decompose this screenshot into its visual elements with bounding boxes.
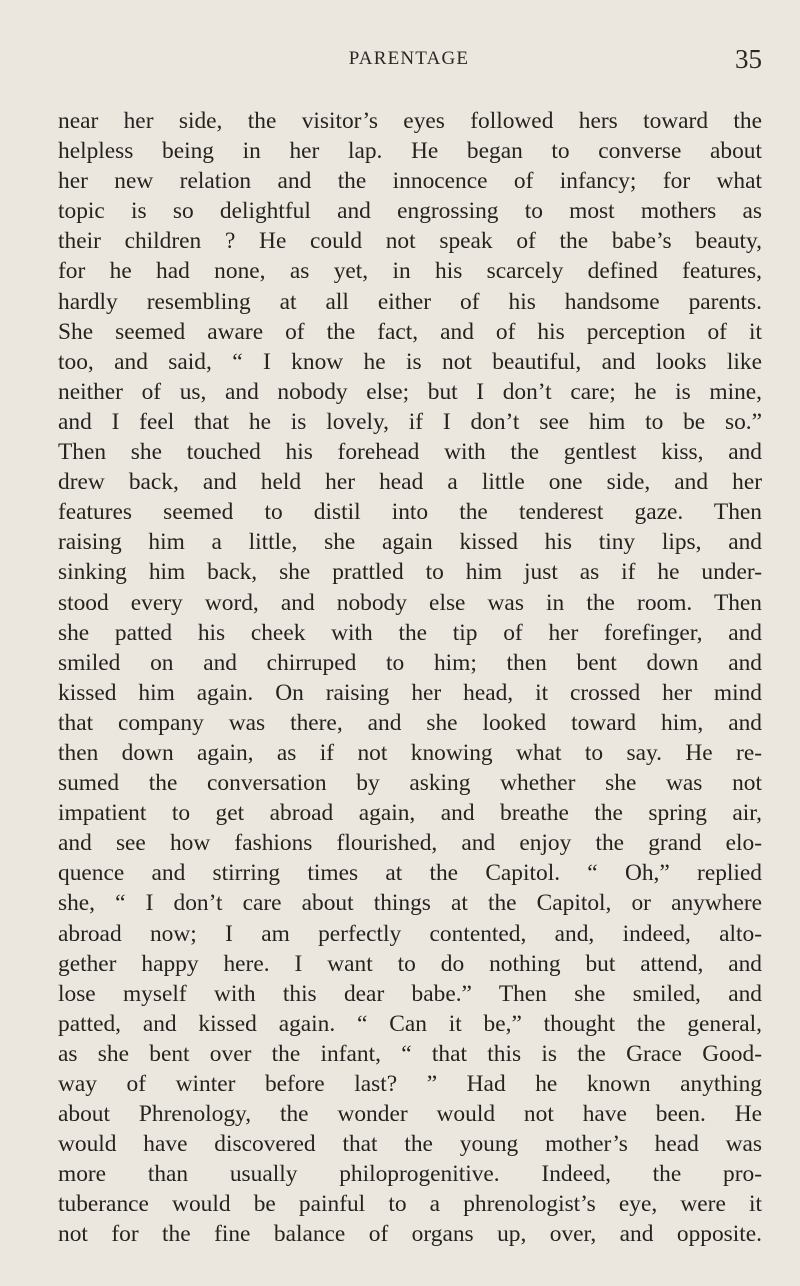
text-line: stood every word, and nobody else was in the room. Then — [58, 589, 762, 616]
text-line: and see how fashions flourished, and enjoy the grand elo- — [58, 830, 762, 857]
text-line: features seemed to distil into the tenderest gaze. Then — [58, 499, 762, 526]
text-line: she patted his cheek with the tip of her forefinger, and — [58, 619, 762, 646]
text-line: quence and stirring times at the Capitol. “ Oh,” replied — [58, 860, 762, 887]
running-head — [56, 44, 762, 78]
text-line: impatient to get abroad again, and breathe the spring air, — [58, 800, 762, 827]
text-line: Then she touched his forehead with the gentlest kiss, and — [58, 439, 762, 466]
text-line: abroad now; I am perfectly contented, and, indeed, alto- — [58, 920, 762, 947]
running-title: PARENTAGE — [348, 48, 470, 69]
text-line: her new relation and the innocence of infancy; for what — [58, 168, 762, 195]
text-line: drew back, and held her head a little one side, and her — [58, 469, 762, 496]
text-line: smiled on and chirruped to him; then bent down and — [58, 649, 762, 676]
text-line: too, and said, “ I know he is not beautiful, and looks like — [58, 348, 762, 375]
text-line: would have discovered that the young mother’s head was — [58, 1131, 762, 1158]
text-line: hardly resembling at all either of his handsome parents. — [58, 288, 762, 315]
text-line: sumed the conversation by asking whether she was not — [58, 770, 762, 797]
page-number: 35 — [735, 44, 762, 74]
text-line: for he had none, as yet, in his scarcely defined features, — [58, 258, 762, 285]
text-line: neither of us, and nobody else; but I don’t care; he is mine, — [58, 378, 762, 405]
text-line: and I feel that he is lovely, if I don’t see him to be so.” — [58, 408, 762, 435]
text-line: their children ? He could not speak of the babe’s beauty, — [58, 228, 762, 255]
text-line: gether happy here. I want to do nothing but attend, and — [58, 950, 762, 977]
text-line: She seemed aware of the fact, and of his perception of it — [58, 318, 762, 345]
text-line: way of winter before last? ” Had he known anything — [58, 1071, 762, 1097]
text-line: she, “ I don’t care about things at the Capitol, or anywhere — [58, 890, 762, 917]
text-line: not for the fine balance of organs up, over, and opposite. — [58, 1221, 762, 1248]
text-line: that company was there, and she looked toward him, and — [58, 709, 762, 736]
text-line: topic is so delightful and engrossing to most mothers as — [58, 198, 762, 225]
text-line: patted, and kissed again. “ Can it be,” thought the general, — [58, 1010, 762, 1037]
text-line: lose myself with this dear babe.” Then she smiled, and — [58, 980, 762, 1007]
text-line: then down again, as if not knowing what to say. He re- — [58, 739, 762, 766]
text-line: tuberance would be painful to a phrenologist’s eye, were it — [58, 1191, 762, 1218]
text-line: raising him a little, she again kissed his tiny lips, and — [58, 529, 762, 556]
text-line: as she bent over the infant, “ that this is the Grace Good- — [58, 1040, 762, 1067]
text-line: more than usually philoprogenitive. Indeed, the pro- — [58, 1161, 762, 1188]
body-text — [58, 106, 762, 1250]
text-line: helpless being in her lap. He began to converse about — [58, 138, 762, 165]
text-line: about Phrenology, the wonder would not have been. He — [58, 1101, 762, 1128]
text-line: kissed him again. On raising her head, it crossed her mind — [58, 679, 762, 706]
text-line: near her side, the visitor’s eyes followed hers toward the — [58, 108, 762, 134]
text-line: sinking him back, she prattled to him just as if he under- — [58, 559, 762, 586]
